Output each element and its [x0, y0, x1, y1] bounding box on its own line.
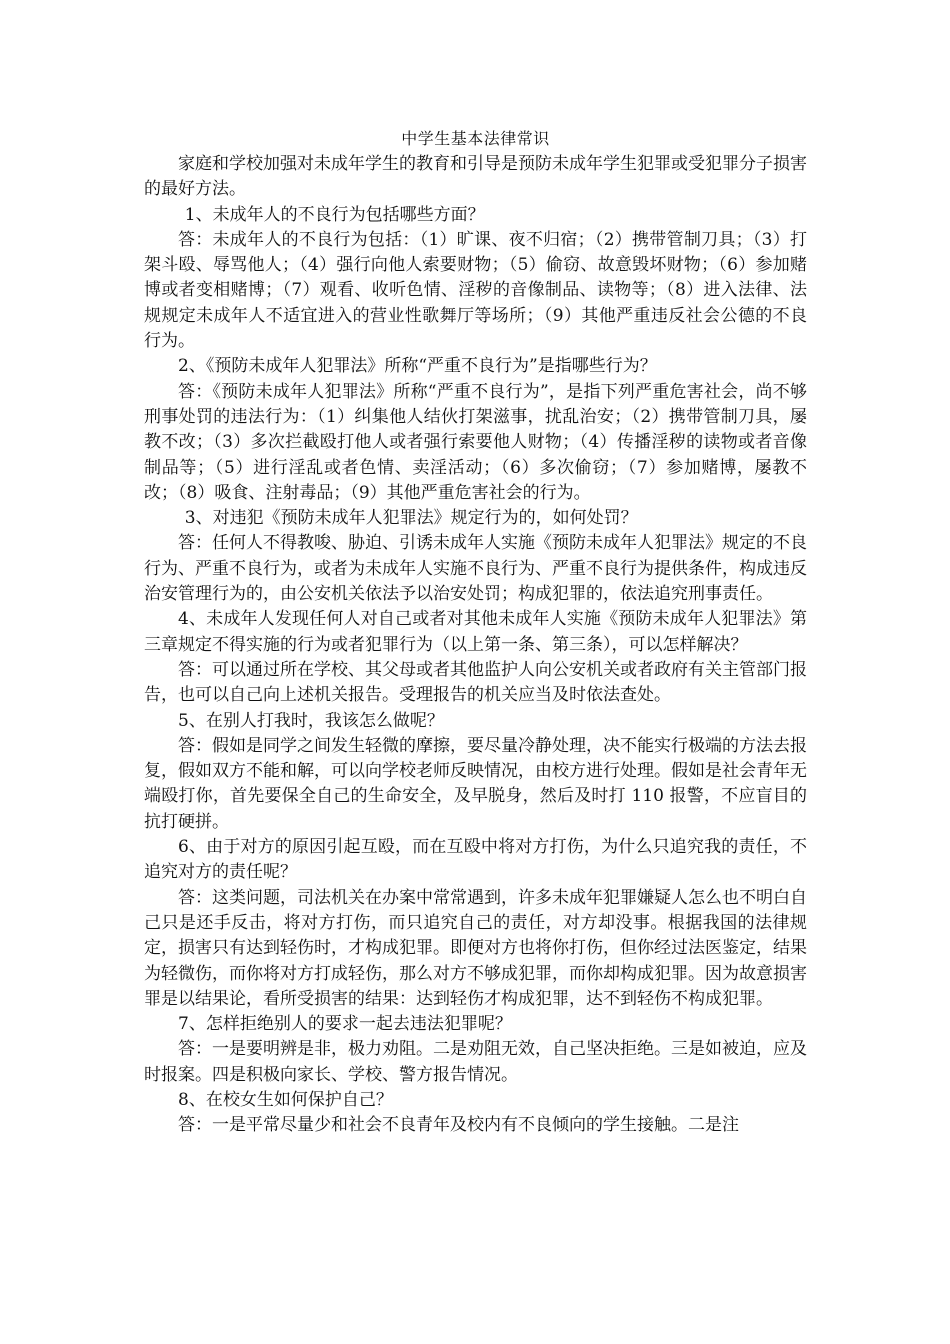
answer-7: 答：一是要明辨是非，极力劝阻。二是劝阻无效，自己坚决拒绝。三是如被迫，应及时报案。四是积极向家长、学校、警方报告情况。: [144, 1039, 807, 1085]
answer-1: 答：未成年人的不良行为包括：（1）旷课、夜不归宿；（2）携带管制刀具；（3）打架斗殴、辱骂他人；（4）强行向他人索要财物；（5）偷窃、故意毁坏财物；（6）参加赌博或者变相赌博；（7）观看、收听色情、淫秽的音像制品、读物等；（8）进入法律、法规规定未成年人不适宜进入的营业性歌舞厅等场所；（9）其他严重违反社会公德的不良行为。: [144, 229, 807, 352]
answer-6: 答：这类问题，司法机关在办案中常常遇到，许多未成年犯罪嫌疑人怎么也不明白自己只是还手反击，将对方打伤，而只追究自己的责任，对方却没事。根据我国的法律规定，损害只有达到轻伤时，才构成犯罪。即便对方也将你打伤，但你经过法医鉴定，结果为轻微伤，而你将对方打成轻伤，那么对方不够成犯罪，而你却构成犯罪。因为故意损害罪是以结果论，看所受损害的结果：达到轻伤才构成犯罪，达不到轻伤不构成犯罪。: [144, 887, 807, 1009]
question-3: 3、对违犯《预防未成年人犯罪法》规定行为的，如何处罚？: [184, 508, 638, 529]
answer-5: 答：假如是同学之间发生轻微的摩擦，要尽量冷静处理，决不能实行极端的方法去报复，假如双方不能和解，可以向学校老师反映情况，由校方进行处理。假如是社会青年无端殴打你，首先要保全自己的生命安全，及早脱身，然后及时打 110 报警，不应盲目的抗打硬拼。: [144, 735, 807, 832]
document-title: 中学生基本法律常识: [401, 129, 550, 148]
question-8: 8、在校女生如何保护自己？: [178, 1089, 393, 1110]
answer-8: 答：一是平常尽量少和社会不良青年及校内有不良倾向的学生接触。二是注: [178, 1115, 739, 1136]
question-5: 5、在别人打我时，我该怎么做呢？: [178, 710, 444, 731]
intro-paragraph: 家庭和学校加强对未成年学生的教育和引导是预防未成年学生犯罪或受犯罪分子损害的最好方法。: [144, 154, 807, 200]
question-1: 1、未成年人的不良行为包括哪些方面？: [184, 204, 485, 225]
question-7: 7、怎样拒绝别人的要求一起去违法犯罪呢？: [178, 1014, 512, 1035]
answer-3: 答：任何人不得教唆、胁迫、引诱未成年人实施《预防未成年人犯罪法》规定的不良行为、严重不良行为，或者为未成年人实施不良行为、严重不良行为提供条件，构成违反治安管理行为的，由公安机关依法予以治安处罚；构成犯罪的，依法追究刑事责任。: [144, 533, 807, 605]
question-6: 6、由于对方的原因引起互殴，而在互殴中将对方打伤，为什么只追究我的责任，不追究对方的责任呢？: [144, 837, 807, 883]
document-page: [144, 128, 807, 1139]
question-4: 4、未成年人发现任何人对自己或者对其他未成年人实施《预防未成年人犯罪法》第三章规定不得实施的行为或者犯罪行为（以上第一条、第三条），可以怎样解决？: [144, 609, 807, 655]
question-2: 2、《预防未成年人犯罪法》所称“严重不良行为”是指哪些行为？: [178, 356, 657, 377]
answer-2: 答：《预防未成年人犯罪法》所称“严重不良行为”，是指下列严重危害社会，尚不够刑事处罚的违法行为：（1）纠集他人结伙打架滋事，扰乱治安；（2）携带管制刀具，屡教不改；（3）多次拦截殴打他人或者强行索要他人财物；（4）传播淫秽的读物或者音像制品等；（5）进行淫乱或者色情、卖淫活动；（6）多次偷窃；（7）参加赌博，屡教不改；（8）吸食、注射毒品；（9）其他严重危害社会的行为。: [144, 381, 807, 503]
answer-4: 答：可以通过所在学校、其父母或者其他监护人向公安机关或者政府有关主管部门报告，也可以自己向上述机关报告。受理报告的机关应当及时依法查处。: [144, 659, 807, 706]
